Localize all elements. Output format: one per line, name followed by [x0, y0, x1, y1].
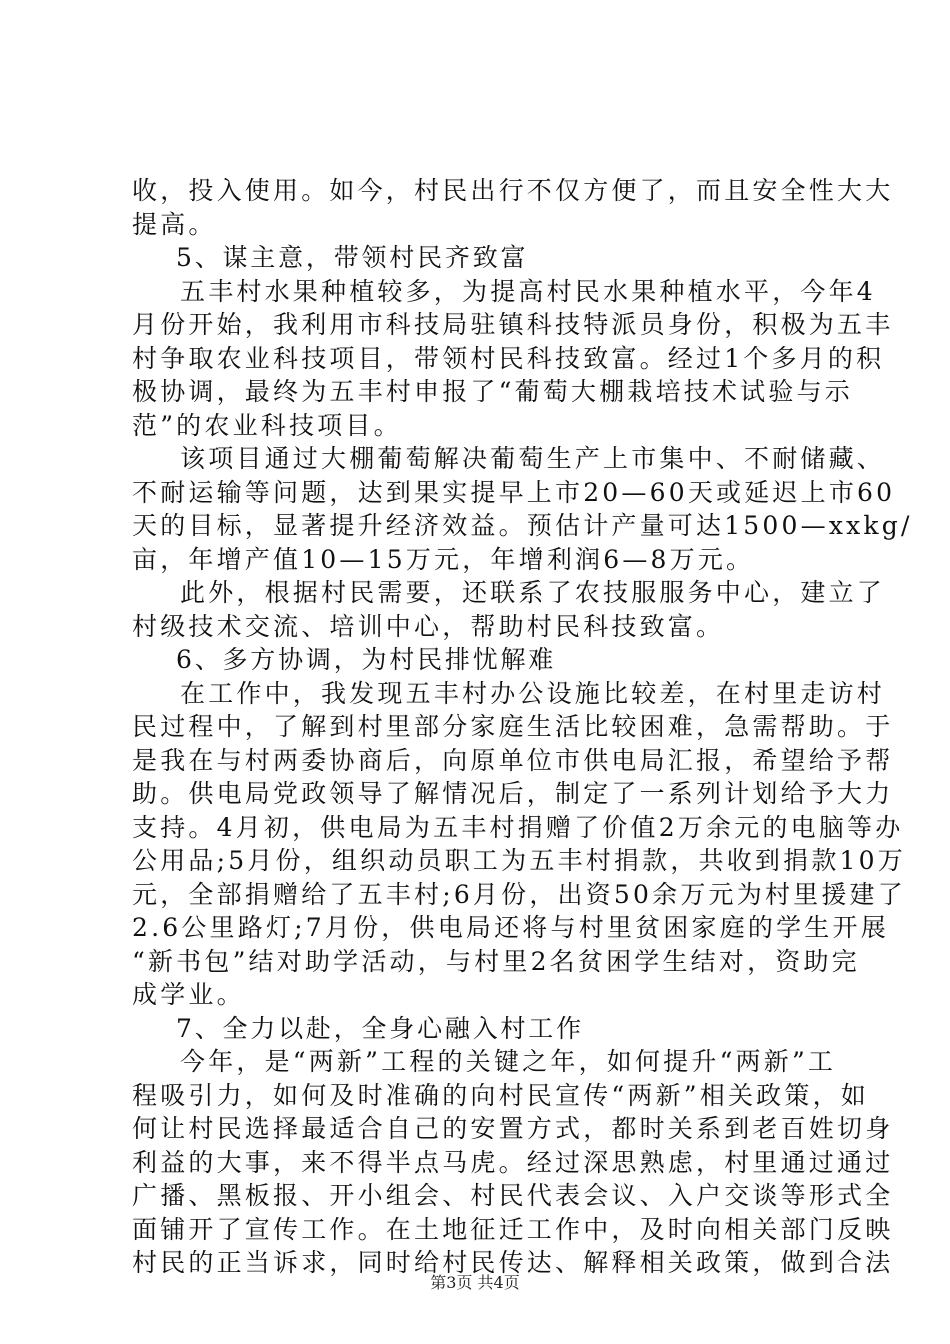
text-line: 公用品;5月份，组织动员职工为五丰村捐款，共收到捐款10万 — [132, 846, 906, 875]
text-line: 是我在与村两委协商后，向原单位市供电局汇报，希望给予帮 — [132, 745, 894, 775]
text-line: 助。供电局党政领导了解情况后，制定了一系列计划给予大力 — [132, 779, 894, 808]
text-line: “新书包”结对助学活动，与村里2名贫困学生结对，资助完 — [132, 946, 860, 976]
page-footer: 第3页 共4页 — [430, 1273, 520, 1292]
text-line: 支持。4月初，供电局为五丰村捐赠了价值2万余元的电脑等办 — [132, 812, 904, 842]
paragraph-first-line: 该项目通过大棚葡萄解决葡萄生产上市集中、不耐储藏、 — [180, 444, 886, 473]
document-body — [132, 174, 913, 1280]
text-line: 元，全部捐赠给了五丰村;6月份，出资50余万元为村里援建了 — [132, 879, 906, 909]
paragraph-first-line: 五丰村水果种植较多，为提高村民水果种植水平，今年4 — [180, 276, 876, 306]
text-line: 民过程中，了解到村里部分家庭生活比较困难，急需帮助。于 — [132, 712, 894, 741]
paragraph-first-line: 在工作中，我发现五丰村办公设施比较差，在村里走访村 — [180, 678, 886, 708]
text-line: 不耐运输等问题，达到果实提早上市20—60天或延迟上市60 — [132, 477, 896, 507]
text-line: 利益的大事，来不得半点马虎。经过深思熟虑，村里通过通过 — [132, 1147, 894, 1177]
text-line: 月份开始，我利用市科技局驻镇科技特派员身份，积极为五丰 — [132, 310, 894, 339]
text-line: 天的目标，显著提升经济效益。预估计产量可达1500—xxkg/ — [132, 511, 913, 540]
text-line: 村级技术交流、培训中心，帮助村民科技致富。 — [132, 611, 725, 641]
paragraph-first-line: 今年，是“两新”工程的关键之年，如何提升“两新”工 — [180, 1047, 837, 1076]
paragraph-first-line: 此外，根据村民需要，还联系了农技服服务中心，建立了 — [180, 578, 886, 607]
text-line: 亩，年增产值10—15万元，年增利润6—8万元。 — [132, 544, 755, 574]
text-line: 成学业。 — [132, 980, 245, 1009]
text-line: 广播、黑板报、开小组会、村民代表会议、入户交谈等形式全 — [132, 1181, 894, 1210]
text-line: 提高。 — [132, 209, 217, 239]
text-line: 村民的正当诉求，同时给村民传达、解释相关政策，做到合法 — [132, 1248, 894, 1277]
section-heading: 6、多方协调，为村民排忧解难 — [176, 645, 557, 674]
text-line: 村争取农业科技项目，带领村民科技致富。经过1个多月的积 — [132, 343, 885, 373]
section-heading: 5、谋主意，带领村民齐致富 — [176, 243, 529, 272]
section-heading: 7、全力以赴，全身心融入村工作 — [176, 1013, 584, 1043]
text-line: 何让村民选择最适合自己的安置方式，都时关系到老百姓切身 — [132, 1114, 894, 1143]
text-line: 极协调，最终为五丰村申报了“葡萄大棚栽培技术试验与示 — [132, 377, 853, 406]
text-line: 2.6公里路灯;7月份，供电局还将与村里贫困家庭的学生开展 — [132, 913, 889, 942]
text-line: 面铺开了宣传工作。在土地征迁工作中，及时向相关部门反映 — [132, 1214, 894, 1244]
text-line: 范”的农业科技项目。 — [132, 410, 402, 440]
text-line: 收，投入使用。如今，村民出行不仅方便了，而且安全性大大 — [132, 176, 894, 205]
text-line: 程吸引力，如何及时准确的向村民宣传“两新”相关政策，如 — [132, 1080, 869, 1110]
